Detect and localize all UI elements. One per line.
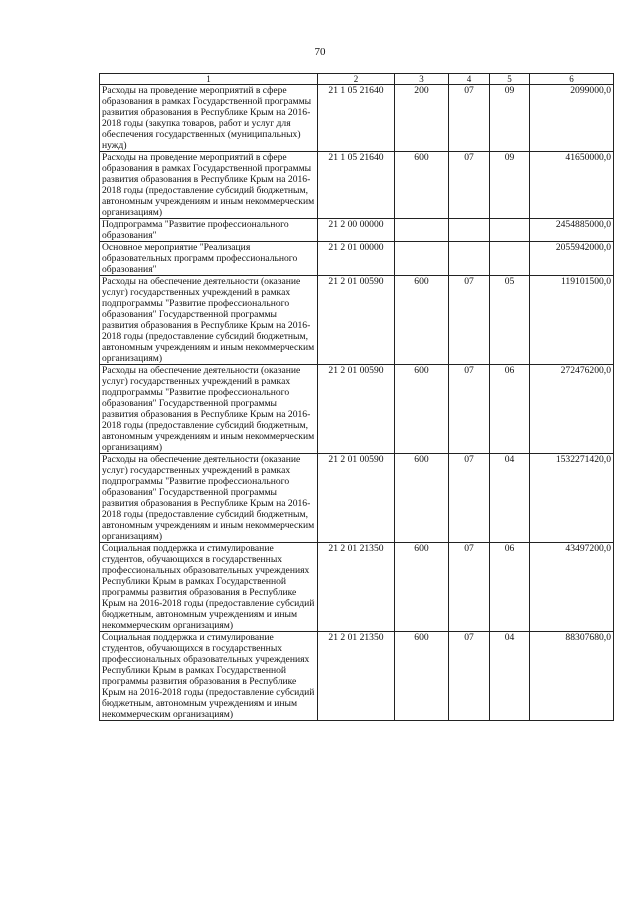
row-section: 07 — [449, 276, 490, 365]
row-amount: 2454885000,0 — [530, 219, 614, 242]
row-description: Подпрограмма "Развитие профессионального образования" — [100, 219, 318, 242]
page-number: 70 — [314, 46, 326, 58]
row-expense-type: 200 — [395, 85, 449, 152]
column-header: 1 — [100, 74, 318, 85]
column-header: 2 — [318, 74, 395, 85]
row-expense-type: 600 — [395, 543, 449, 632]
table-row — [100, 365, 614, 454]
row-amount: 88307680,0 — [530, 632, 614, 721]
row-code: 21 2 01 00000 — [318, 242, 395, 276]
row-code: 21 2 01 21350 — [318, 543, 395, 632]
row-expense-type — [395, 219, 449, 242]
row-section — [449, 242, 490, 276]
table-header-row — [100, 74, 614, 85]
column-header: 3 — [395, 74, 449, 85]
table-row — [100, 152, 614, 219]
table-row — [100, 219, 614, 242]
row-code: 21 2 01 00590 — [318, 276, 395, 365]
table-row — [100, 543, 614, 632]
row-subsection: 04 — [490, 632, 530, 721]
row-subsection: 05 — [490, 276, 530, 365]
row-expense-type: 600 — [395, 276, 449, 365]
row-expense-type: 600 — [395, 454, 449, 543]
row-section — [449, 219, 490, 242]
column-header: 4 — [449, 74, 490, 85]
row-description: Основное мероприятие "Реализация образовательных программ профессионального образования" — [100, 242, 318, 276]
row-code: 21 1 05 21640 — [318, 152, 395, 219]
row-section: 07 — [449, 632, 490, 721]
row-subsection — [490, 242, 530, 276]
row-expense-type: 600 — [395, 152, 449, 219]
column-header: 5 — [490, 74, 530, 85]
table-body — [100, 85, 614, 721]
row-subsection: 09 — [490, 152, 530, 219]
row-description: Социальная поддержка и стимулирование студентов, обучающихся в государственных профессиональных образовательных учреждениях Республики Крым в рамках Государственной программы развития образования в Республике Крым на 2016-2018 годы (предоставление субсидий бюджетным, автономным учреждениям и иным некоммерческим организациям) — [100, 543, 318, 632]
row-description: Расходы на проведение мероприятий в сфере образования в рамках Государственной программы развития образования в Республике Крым на 2016-2018 годы (предоставление субсидий бюджетным, автономным учреждениям и иным некоммерческим организациям) — [100, 152, 318, 219]
row-section: 07 — [449, 543, 490, 632]
row-code: 21 2 01 21350 — [318, 632, 395, 721]
row-description: Расходы на обеспечение деятельности (оказание услуг) государственных учреждений в рамках подпрограммы "Развитие профессионального образования" Государственной программы развития образования в Республике Крым на 2016-2018 годы (предоставление субсидий бюджетным, автономным учреждениям и иным некоммерческим организациям) — [100, 365, 318, 454]
row-amount: 119101500,0 — [530, 276, 614, 365]
row-amount: 1532271420,0 — [530, 454, 614, 543]
row-description: Расходы на обеспечение деятельности (оказание услуг) государственных учреждений в рамках подпрограммы "Развитие профессионального образования" Государственной программы развития образования в Республике Крым на 2016-2018 годы (предоставление субсидий бюджетным, автономным учреждениям и иным некоммерческим организациям) — [100, 276, 318, 365]
row-description: Расходы на проведение мероприятий в сфере образования в рамках Государственной программы развития образования в Республике Крым на 2016-2018 годы (закупка товаров, работ и услуг для обеспечения государственных (муниципальных) нужд) — [100, 85, 318, 152]
table-row — [100, 242, 614, 276]
table-row — [100, 632, 614, 721]
row-amount: 2099000,0 — [530, 85, 614, 152]
row-section: 07 — [449, 152, 490, 219]
row-subsection: 06 — [490, 365, 530, 454]
row-subsection: 09 — [490, 85, 530, 152]
budget-table — [99, 73, 614, 721]
row-section: 07 — [449, 85, 490, 152]
row-code: 21 2 01 00590 — [318, 454, 395, 543]
row-expense-type — [395, 242, 449, 276]
row-amount: 41650000,0 — [530, 152, 614, 219]
table-row — [100, 85, 614, 152]
row-subsection: 04 — [490, 454, 530, 543]
row-code: 21 1 05 21640 — [318, 85, 395, 152]
row-expense-type: 600 — [395, 632, 449, 721]
row-amount: 2055942000,0 — [530, 242, 614, 276]
row-subsection: 06 — [490, 543, 530, 632]
row-description: Социальная поддержка и стимулирование студентов, обучающихся в государственных профессиональных образовательных учреждениях Республики Крым в рамках Государственной программы развития образования в Республике Крым на 2016-2018 годы (предоставление субсидий бюджетным, автономным учреждениям и иным некоммерческим организациям) — [100, 632, 318, 721]
row-amount: 272476200,0 — [530, 365, 614, 454]
column-header: 6 — [530, 74, 614, 85]
row-amount: 43497200,0 — [530, 543, 614, 632]
table-row — [100, 454, 614, 543]
row-description: Расходы на обеспечение деятельности (оказание услуг) государственных учреждений в рамках подпрограммы "Развитие профессионального образования" Государственной программы развития образования в Республике Крым на 2016-2018 годы (предоставление субсидий бюджетным, автономным учреждениям и иным некоммерческим организациям) — [100, 454, 318, 543]
row-code: 21 2 01 00590 — [318, 365, 395, 454]
row-code: 21 2 00 00000 — [318, 219, 395, 242]
table-row — [100, 276, 614, 365]
row-expense-type: 600 — [395, 365, 449, 454]
row-section: 07 — [449, 454, 490, 543]
row-section: 07 — [449, 365, 490, 454]
row-subsection — [490, 219, 530, 242]
